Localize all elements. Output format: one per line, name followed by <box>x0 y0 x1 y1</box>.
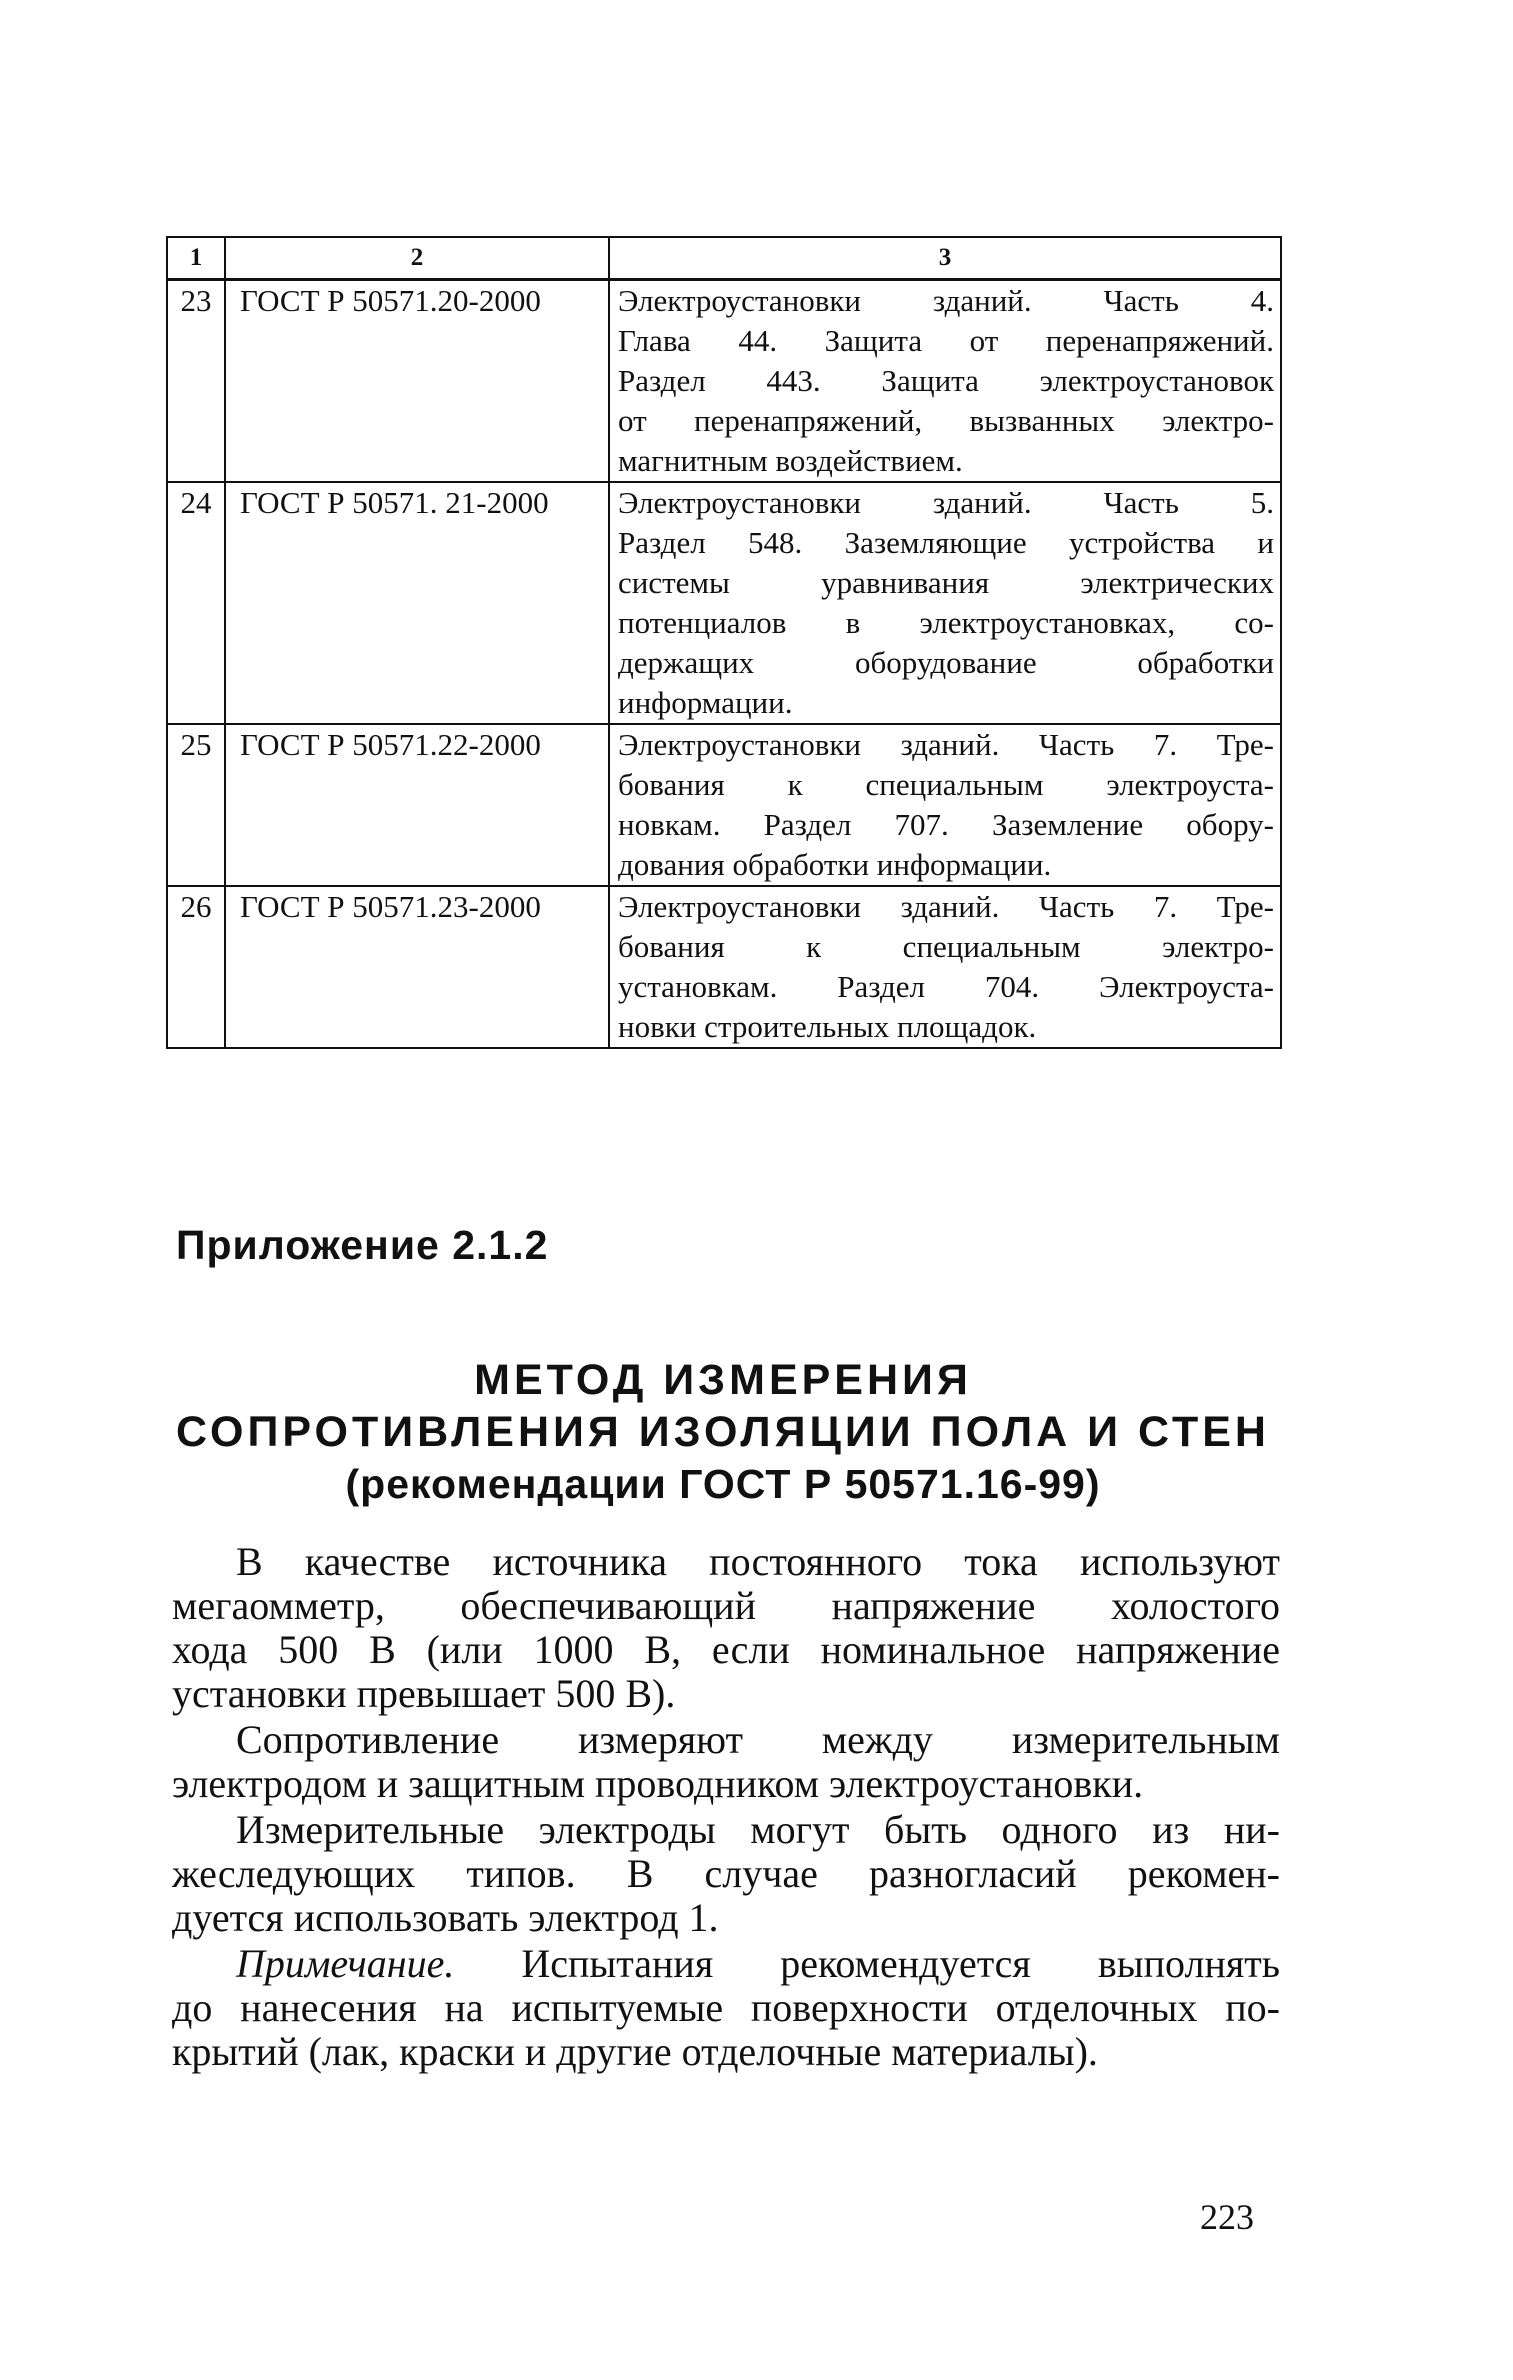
standard-code: ГОСТ Р 50571.22-2000 <box>225 724 609 886</box>
title-line: новкам. Раздел 707. Заземление обору- <box>618 807 1274 842</box>
title-line: Глава 44. Защита от перенапряжений. <box>618 323 1274 358</box>
paragraph-line: электродом и защитным проводником электроустановки. <box>172 1761 1144 1806</box>
note-line <box>172 1942 1280 1986</box>
title-line: установкам. Раздел 704. Электроуста- <box>618 969 1274 1004</box>
title-line: Электроустановки зданий. Часть 4. <box>618 283 1274 318</box>
standard-title <box>609 886 1281 1048</box>
note-text: Испытания рекомендуется выполнять <box>454 1941 1280 1986</box>
title-line: бования к специальным электро- <box>618 929 1274 964</box>
title-line: системы уравнивания электрических <box>618 565 1274 600</box>
heading-line-3: (рекомендации ГОСТ Р 50571.16-99) <box>345 1461 1101 1507</box>
title-line: Электроустановки зданий. Часть 7. Тре- <box>618 727 1274 762</box>
title-line: Раздел 443. Защита электроустановок <box>618 363 1274 398</box>
note-line: до нанесения на испытуемые поверхности отделочных по- <box>172 1985 1280 2030</box>
note-paragraph <box>172 1942 1280 2074</box>
paragraph-line: дуется использовать электрод 1. <box>172 1895 719 1940</box>
standard-code: ГОСТ Р 50571. 21-2000 <box>225 482 609 724</box>
title-line: держащих оборудование обработки <box>618 645 1274 680</box>
table-row <box>167 886 1281 1048</box>
title-line: новки строительных площадок. <box>618 1009 1037 1044</box>
standard-code: ГОСТ Р 50571.20-2000 <box>225 280 609 483</box>
row-number: 23 <box>167 280 225 483</box>
section-heading <box>166 1354 1280 1510</box>
table-row <box>167 482 1281 724</box>
heading-line-2: СОПРОТИВЛЕНИЯ ИЗОЛЯЦИИ ПОЛА И СТЕН <box>176 1408 1270 1456</box>
paragraph <box>172 1540 1280 1716</box>
standards-table <box>166 236 1282 1049</box>
paragraph-line: В качестве источника постоянного тока используют <box>236 1539 1280 1584</box>
title-line: бования к специальным электроуста- <box>618 767 1274 802</box>
title-line: Электроустановки зданий. Часть 5. <box>618 485 1274 520</box>
title-line: от перенапряжений, вызванных электро- <box>618 403 1274 438</box>
standard-code: ГОСТ Р 50571.23-2000 <box>225 886 609 1048</box>
paragraph <box>172 1718 1280 1806</box>
row-number: 24 <box>167 482 225 724</box>
title-line: Электроустановки зданий. Часть 7. Тре- <box>618 889 1274 924</box>
column-header-2: 2 <box>225 237 609 280</box>
title-line: магнитным воздействием. <box>618 443 963 478</box>
title-line: дования обработки информации. <box>618 847 1052 882</box>
body-text <box>172 1540 1280 2076</box>
table-header-row <box>167 237 1281 280</box>
paragraph-line: Сопротивление измеряют между измерительным <box>236 1717 1280 1762</box>
paragraph-line: хода 500 В (или 1000 В, если номинальное напряжение <box>172 1627 1280 1672</box>
appendix-label: Приложение 2.1.2 <box>176 1222 549 1268</box>
note-line: крытий (лак, краски и другие отделочные материалы). <box>172 2029 1098 2074</box>
title-line: потенциалов в электроустановках, со- <box>618 605 1274 640</box>
row-number: 25 <box>167 724 225 886</box>
page-number: 223 <box>1200 2197 1254 2237</box>
paragraph-line: жеследующих типов. В случае разногласий рекомен- <box>172 1851 1280 1896</box>
title-line: Раздел 548. Заземляющие устройства и <box>618 525 1274 560</box>
paragraph <box>172 1808 1280 1940</box>
note-label: Примечание. <box>236 1941 455 1986</box>
table-row <box>167 724 1281 886</box>
title-line: информации. <box>618 685 793 720</box>
heading-line-1: МЕТОД ИЗМЕРЕНИЯ <box>474 1356 972 1404</box>
standard-title <box>609 280 1281 483</box>
standard-title <box>609 482 1281 724</box>
paragraph-line: мегаомметр, обеспечивающий напряжение холостого <box>172 1583 1280 1628</box>
standard-title <box>609 724 1281 886</box>
paragraph-line: установки превышает 500 В). <box>172 1671 676 1716</box>
row-number: 26 <box>167 886 225 1048</box>
paragraph-line: Измерительные электроды могут быть одного из ни- <box>236 1807 1280 1852</box>
column-header-3: 3 <box>609 237 1281 280</box>
column-header-1: 1 <box>167 237 225 280</box>
table-row <box>167 280 1281 483</box>
